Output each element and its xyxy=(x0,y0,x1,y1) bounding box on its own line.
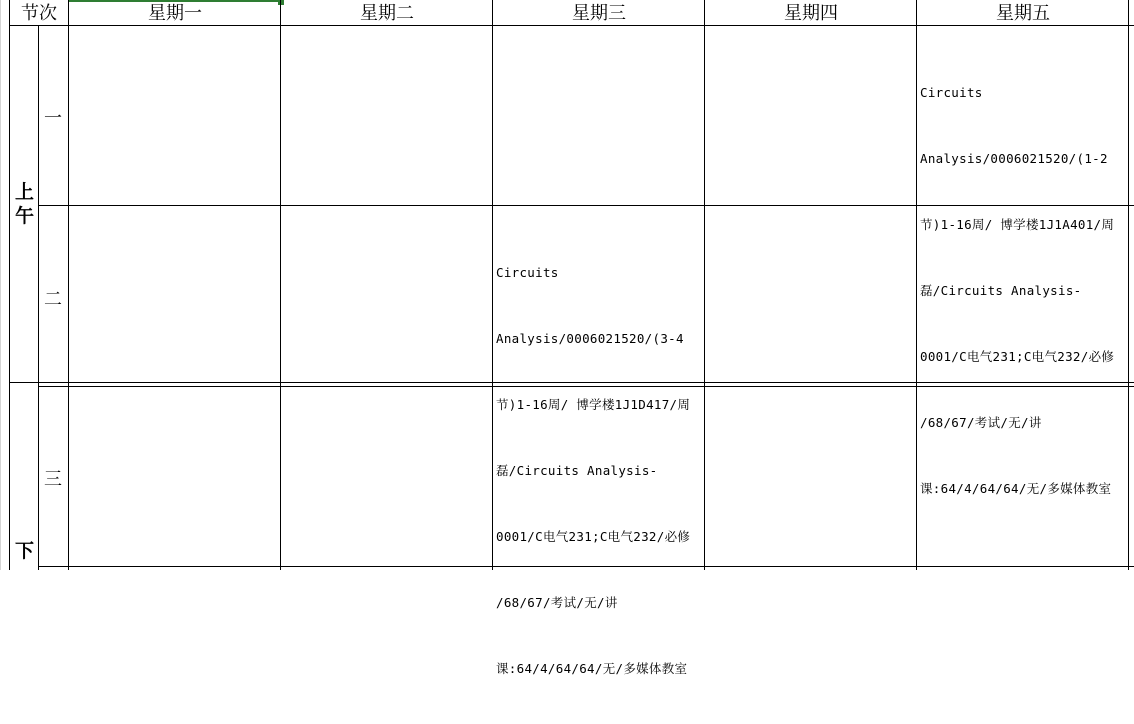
header-monday: 星期一 xyxy=(148,3,202,24)
grid-vline xyxy=(492,0,493,570)
sheet-gridline xyxy=(0,0,1,570)
course-line: 课:64/4/64/64/无/多媒体教室 xyxy=(920,481,1112,496)
course-line: 磊/Circuits Analysis- xyxy=(496,463,658,478)
course-line: 节)1-16周/ 博学楼1J1A401/周 xyxy=(920,217,1115,232)
course-line: 课:64/4/64/64/无/多媒体教室 xyxy=(496,661,688,676)
period-label-2: 二 xyxy=(44,289,62,310)
period-label-3: 三 xyxy=(44,469,62,490)
grid-vline xyxy=(280,0,281,570)
course-line: /68/67/考试/无/讲 xyxy=(920,415,1042,430)
course-line: 0001/C电气231;C电气232/必修 xyxy=(920,349,1115,364)
morning-label-text: 上午 xyxy=(15,181,35,227)
period-label-1: 一 xyxy=(44,108,62,129)
grid-vline xyxy=(916,0,917,570)
course-line: /68/67/考试/无/讲 xyxy=(496,595,618,610)
header-corner: 节次 xyxy=(21,3,57,24)
header-thursday: 星期四 xyxy=(784,3,838,24)
course-line: Analysis/0006021520/(3-4 xyxy=(496,331,684,346)
afternoon-label xyxy=(10,539,38,563)
course-line: Circuits xyxy=(920,85,983,100)
grid-vline xyxy=(704,0,705,570)
course-line: 磊/Circuits Analysis- xyxy=(920,283,1082,298)
header-friday: 星期五 xyxy=(996,3,1050,24)
course-line: 0001/C电气231;C电气232/必修 xyxy=(496,529,691,544)
header-wednesday: 星期三 xyxy=(572,3,626,24)
grid-vline xyxy=(9,0,10,570)
sheet-margin xyxy=(0,0,8,570)
morning-label xyxy=(10,180,38,228)
course-line: Analysis/0006021520/(1-2 xyxy=(920,151,1108,166)
grid-hline xyxy=(9,25,1134,26)
course-cell-friday-period-1[interactable] xyxy=(920,38,1128,544)
afternoon-label-text: 下 xyxy=(15,540,35,562)
header-tuesday: 星期二 xyxy=(360,3,414,24)
course-line: 节)1-16周/ 博学楼1J1D417/周 xyxy=(496,397,691,412)
grid-vline xyxy=(68,0,69,570)
course-cell-wednesday-period-2[interactable] xyxy=(496,218,704,724)
grid-vline xyxy=(1128,0,1129,570)
course-line: Circuits xyxy=(496,265,559,280)
